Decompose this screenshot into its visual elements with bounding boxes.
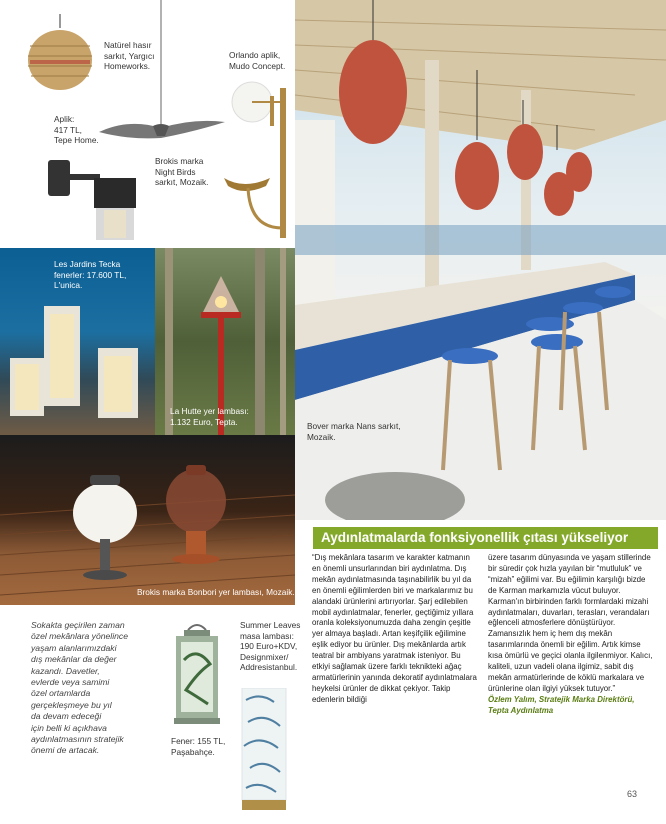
caption-orlando-aplik: Orlando aplik, Mudo Concept. (229, 50, 286, 71)
black-wall-lamp-photo (46, 150, 141, 245)
article-heading: Aydınlatmalarda fonksiyonellik çıtası yükseliyor (313, 527, 658, 549)
caption-aplik: Aplik: 417 TL, Tepe Home. (54, 114, 99, 145)
orlando-wall-lamp-photo (222, 78, 294, 238)
rattan-pendant-photo (20, 14, 100, 94)
bonbori-floor-lamp-photo (0, 435, 295, 605)
article-column-2 (488, 553, 656, 717)
caption-les-jardins: Les Jardins Tecka fenerler: 17.600 TL, L'unica. (54, 259, 127, 290)
caption-fener: Fener: 155 TL, Paşabahçe. (171, 736, 226, 757)
article-column-2-text: üzere tasarım dünyasında ve yaşam stillerinde bir süredir çok hızla yayılan bir “mutluluk” ve “mizah” eğilimi var. Bu eğilimin karşılığı bizde de Karman markamızla vücut buluyor. Karman'ın birbirinden farklı formlardaki mizahi aydınlatmaları, duvarları, terasları, verandaları eğlenceli atmosferlere dönüştürüyor. Zamansızlık hem iç hem dış mekân tasarımlarında önemli bir eğilim. Artık kimse kısa ömürlü ve geçici olanla ilgilenmiyor. Kalıcı, kaliteli, uzun vadeli olana ilgimiz, sabit dış mekân armatürlerinde de köklü markalara ve ürünlerine olan ilgiyi yüksek tutuyor.” (488, 553, 653, 693)
caption-bover: Bover marka Nans sarkıt, Mozaik. (307, 421, 401, 442)
caption-brokis-bonbori: Brokis marka Bonbori yer lambası, Mozaik. (137, 587, 295, 597)
caption-la-hutte: La Hutte yer lambası: 1.132 Euro, Tepta. (170, 406, 249, 427)
pergola-bar-photo (295, 0, 666, 520)
caption-brokis-night-birds: Brokis marka Night Birds sarkıt, Mozaik. (155, 156, 209, 187)
article-signature: Özlem Yalım, Stratejik Marka Direktörü, Tepta Aydınlatma (488, 694, 635, 715)
green-lantern-photo (172, 620, 222, 725)
article-column-1 (312, 553, 480, 706)
summer-leaves-lamp-photo (234, 688, 294, 812)
page-number: 63 (627, 789, 638, 799)
night-birds-pendant-photo (95, 0, 230, 160)
article-column-1-text: “Dış mekânlara tasarım ve karakter katmanın en önemli unsurlarından biri aydınlatma. Dış mekân aydınlatmasında taşınabilirlik bu yıl da en önemli eğilimlerden biri ve markalarımız bu alandaki ürünlerini artırıyorlar. Şarj edilebilen mobil aydınlatmalar, fenerler, geçtiğimiz yıllara oranla koleksiyonumuzda daha zengin çeşitle yer almaya başladı. Artan keşifçilik eğilimine eşlik ediyor bu ürünler. Dış mekânlarda artık teatral bir ambiyans yaratmak isteniyor. Bu etkiyi sağlamak üzere farklı teknikteki ağaç armatürlerinin yanında dekoratif aydınlatmalara heykelsi ürünler de dikkat çekiyor. Takip edenlerin bildiği (312, 553, 477, 704)
caption-summer-leaves: Summer Leaves masa lambası: 190 Euro+KDV, Designmixer/ Addresistanbul. (240, 620, 301, 672)
pull-quote: Sokakta geçirilen zaman özel mekânlara yönelince yaşam alanlarımızdaki dış mekânlar da değer kazandı. Davetler, evlerde veya samimi özel ortamlarda gerçekleşmeye bu yıl da devam edeceği için belli ki açıkhava aydınlatmasının stratejik önemi de artacak. (31, 620, 128, 756)
caption-naturel-sarkit: Natürel hasır sarkıt, Yargıcı Homeworks. (104, 40, 155, 71)
